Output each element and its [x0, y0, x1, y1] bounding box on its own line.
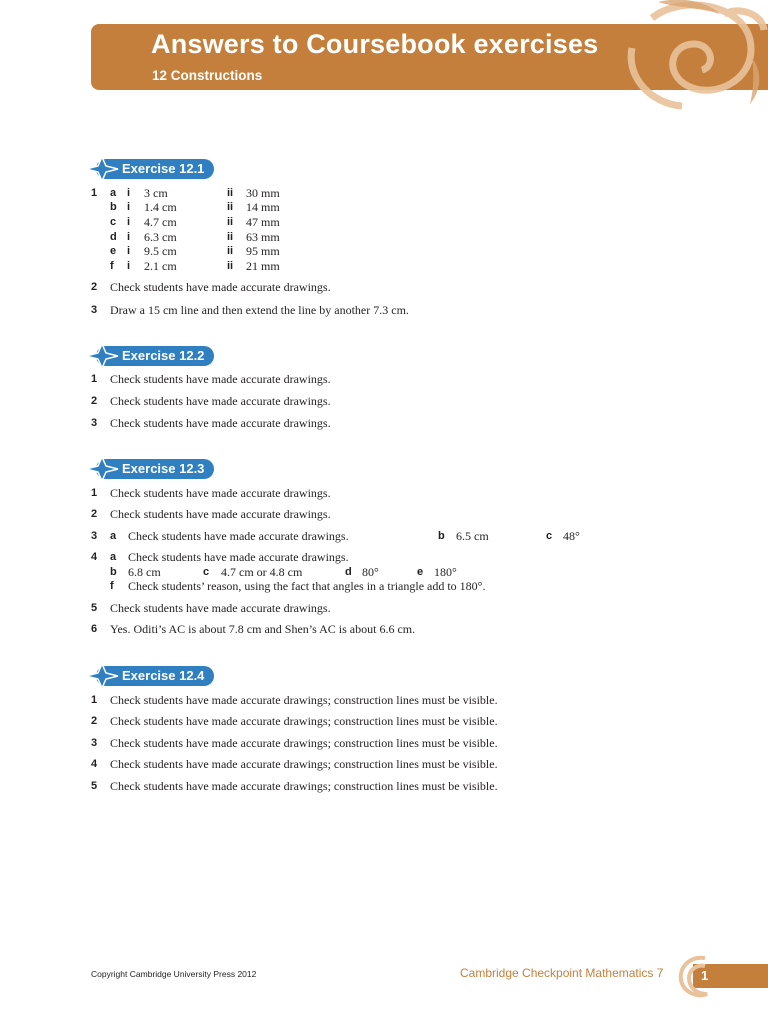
page-number: 1 [701, 968, 709, 983]
part-letter: a [110, 551, 117, 563]
sub-part: i [127, 216, 131, 228]
answer-value: 6.3 cm [144, 230, 177, 244]
answer-value: 47 mm [246, 215, 280, 229]
question-number: 3 [91, 304, 98, 316]
answer-value: 80° [362, 565, 379, 579]
question-number: 1 [91, 187, 98, 199]
sub-part: i [127, 260, 131, 272]
star-icon [84, 157, 120, 181]
answer-text: Check students have made accurate drawings. [128, 529, 349, 543]
question-number: 2 [91, 715, 98, 727]
answer-value: 95 mm [246, 244, 280, 258]
answer-text: Check students have made accurate drawings. [110, 372, 331, 386]
part-letter: b [110, 201, 117, 213]
question-number: 3 [91, 417, 98, 429]
question-number: 4 [91, 758, 98, 770]
answer-text: Check students have made accurate drawings. [110, 394, 331, 408]
sub-part: i [127, 201, 131, 213]
exercise-label: Exercise 12.1 [96, 159, 214, 179]
answer-text: Check students have made accurate drawings. [110, 486, 331, 500]
answer-value: 48° [563, 529, 580, 543]
book-title: Cambridge Checkpoint Mathematics 7 [460, 966, 664, 980]
answer-value: 180° [434, 565, 457, 579]
sub-part: ii [227, 216, 234, 228]
footer-swirl-icon [675, 954, 721, 1000]
star-icon [84, 344, 120, 368]
part-letter: a [110, 530, 117, 542]
answer-text: Check students have made accurate drawings; construction lines must be visible. [110, 693, 498, 707]
sub-part: ii [227, 231, 234, 243]
question-number: 5 [91, 602, 98, 614]
answer-text: Draw a 15 cm line and then extend the line by another 7.3 cm. [110, 303, 409, 317]
part-letter: e [417, 566, 424, 578]
answer-value: 3 cm [144, 186, 168, 200]
sub-part: ii [227, 187, 234, 199]
part-letter: c [110, 216, 117, 228]
question-number: 2 [91, 281, 98, 293]
sub-part: ii [227, 260, 234, 272]
question-number: 1 [91, 694, 98, 706]
answer-text: Yes. Oditi’s AC is about 7.8 cm and Shen’s AC is about 6.6 cm. [110, 622, 416, 636]
exercise-label: Exercise 12.2 [96, 346, 214, 366]
part-letter: d [110, 231, 117, 243]
exercise-label: Exercise 12.3 [96, 459, 214, 479]
answer-text: Check students have made accurate drawings; construction lines must be visible. [110, 779, 498, 793]
question-number: 6 [91, 623, 98, 635]
answer-text: Check students have made accurate drawings; construction lines must be visible. [110, 714, 498, 728]
question-number: 3 [91, 530, 98, 542]
page-title: Answers to Coursebook exercises [151, 29, 599, 59]
question-number: 5 [91, 780, 98, 792]
answer-value: 6.5 cm [456, 529, 489, 543]
answer-value: 4.7 cm [144, 215, 177, 229]
question-number: 1 [91, 373, 98, 385]
answer-text: Check students have made accurate drawings. [110, 280, 331, 294]
question-number: 2 [91, 395, 98, 407]
sub-part: ii [227, 201, 234, 213]
star-icon [84, 664, 120, 688]
part-letter: c [203, 566, 210, 578]
part-letter: f [110, 580, 114, 592]
answer-text: Check students’ reason, using the fact that angles in a triangle add to 180°. [128, 579, 486, 593]
star-icon [84, 457, 120, 481]
answer-value: 1.4 cm [144, 200, 177, 214]
chapter-subtitle: 12 Constructions [152, 68, 263, 83]
answer-value: 4.7 cm or 4.8 cm [221, 565, 303, 579]
answer-text: Check students have made accurate drawings; construction lines must be visible. [110, 757, 498, 771]
part-letter: a [110, 187, 117, 199]
question-number: 1 [91, 487, 98, 499]
question-number: 2 [91, 508, 98, 520]
answer-value: 14 mm [246, 200, 280, 214]
answer-text: Check students have made accurate drawings. [128, 550, 349, 564]
part-letter: b [438, 530, 445, 542]
copyright-notice: Copyright Cambridge University Press 2012 [91, 969, 257, 979]
sub-part: i [127, 245, 131, 257]
part-letter: c [546, 530, 553, 542]
part-letter: e [110, 245, 117, 257]
sub-part: i [127, 187, 131, 199]
answer-value: 21 mm [246, 259, 280, 273]
answer-value: 9.5 cm [144, 244, 177, 258]
part-letter: f [110, 260, 114, 272]
part-letter: d [345, 566, 352, 578]
answer-value: 6.8 cm [128, 565, 161, 579]
answer-value: 63 mm [246, 230, 280, 244]
question-number: 3 [91, 737, 98, 749]
answer-text: Check students have made accurate drawings. [110, 416, 331, 430]
answer-text: Check students have made accurate drawings; construction lines must be visible. [110, 736, 498, 750]
exercise-label: Exercise 12.4 [96, 666, 214, 686]
question-number: 4 [91, 551, 98, 563]
swirl-logo-icon [612, 0, 768, 110]
answer-text: Check students have made accurate drawings. [110, 601, 331, 615]
answer-value: 30 mm [246, 186, 280, 200]
answer-value: 2.1 cm [144, 259, 177, 273]
answer-text: Check students have made accurate drawings. [110, 507, 331, 521]
sub-part: i [127, 231, 131, 243]
sub-part: ii [227, 245, 234, 257]
part-letter: b [110, 566, 117, 578]
